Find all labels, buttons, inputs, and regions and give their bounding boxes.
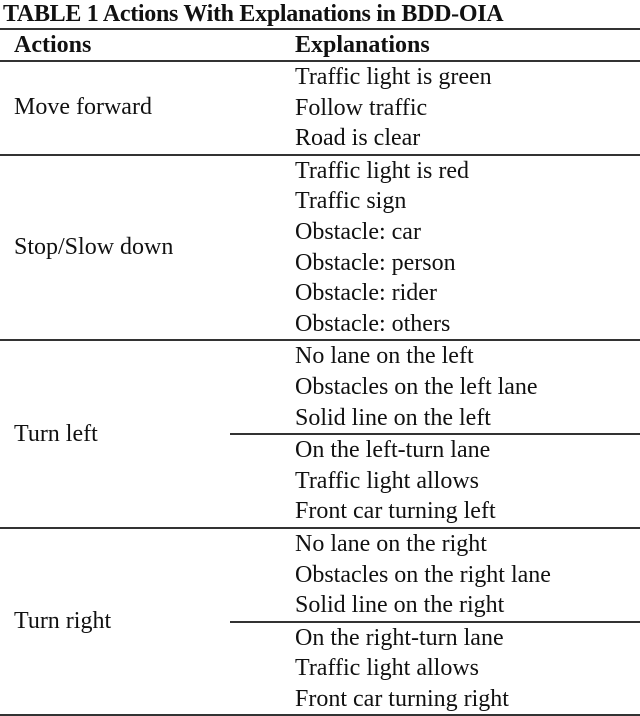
- table-row: [0, 341, 640, 529]
- explanation-group: [230, 433, 640, 527]
- explanation-item: Front car turning right: [295, 685, 509, 712]
- explanation-item: Obstacle: person: [295, 249, 456, 276]
- action-cell: Turn right: [14, 608, 112, 635]
- table-header: [0, 30, 640, 62]
- explanation-group: [230, 621, 640, 715]
- table-title: TABLE 1 Actions With Explanations in BDD-OIA: [3, 1, 504, 27]
- explanation-item: On the left-turn lane: [295, 437, 491, 464]
- table-row: [0, 529, 640, 716]
- explanation-item: Obstacle: car: [295, 218, 421, 245]
- explanations-cell: [230, 62, 640, 154]
- explanations-cell: [230, 156, 640, 340]
- explanation-group: [230, 156, 640, 340]
- explanation-group: [230, 529, 640, 621]
- explanation-group: [230, 341, 640, 433]
- explanation-item: Traffic light allows: [295, 655, 479, 682]
- explanation-item: Obstacles on the right lane: [295, 561, 551, 588]
- action-cell: Stop/Slow down: [14, 234, 174, 261]
- explanation-item: Solid line on the left: [295, 404, 491, 431]
- actions-table: [0, 28, 640, 716]
- header-explanations: Explanations: [295, 32, 430, 58]
- header-actions: Actions: [14, 32, 92, 58]
- action-cell: Turn left: [14, 420, 98, 447]
- explanation-item: Traffic light is red: [295, 157, 469, 184]
- explanation-item: Obstacles on the left lane: [295, 373, 538, 400]
- explanation-item: Traffic light allows: [295, 467, 479, 494]
- explanation-group: [230, 62, 640, 154]
- explanation-item: No lane on the left: [295, 343, 474, 370]
- table-row: [0, 62, 640, 156]
- explanation-item: No lane on the right: [295, 530, 487, 557]
- explanation-item: Traffic light is green: [295, 64, 492, 90]
- explanation-item: Follow traffic: [295, 94, 428, 121]
- explanations-cell: [230, 529, 640, 715]
- explanation-item: Traffic sign: [295, 188, 407, 215]
- explanation-item: On the right-turn lane: [295, 624, 504, 651]
- action-cell: Move forward: [14, 94, 152, 121]
- explanations-cell: [230, 341, 640, 527]
- explanation-item: Obstacle: others: [295, 310, 451, 337]
- table-row: [0, 156, 640, 342]
- explanation-item: Road is clear: [295, 125, 421, 152]
- table-body: [0, 62, 640, 716]
- explanation-item: Solid line on the right: [295, 592, 505, 619]
- explanation-item: Front car turning left: [295, 498, 496, 525]
- explanation-item: Obstacle: rider: [295, 280, 437, 307]
